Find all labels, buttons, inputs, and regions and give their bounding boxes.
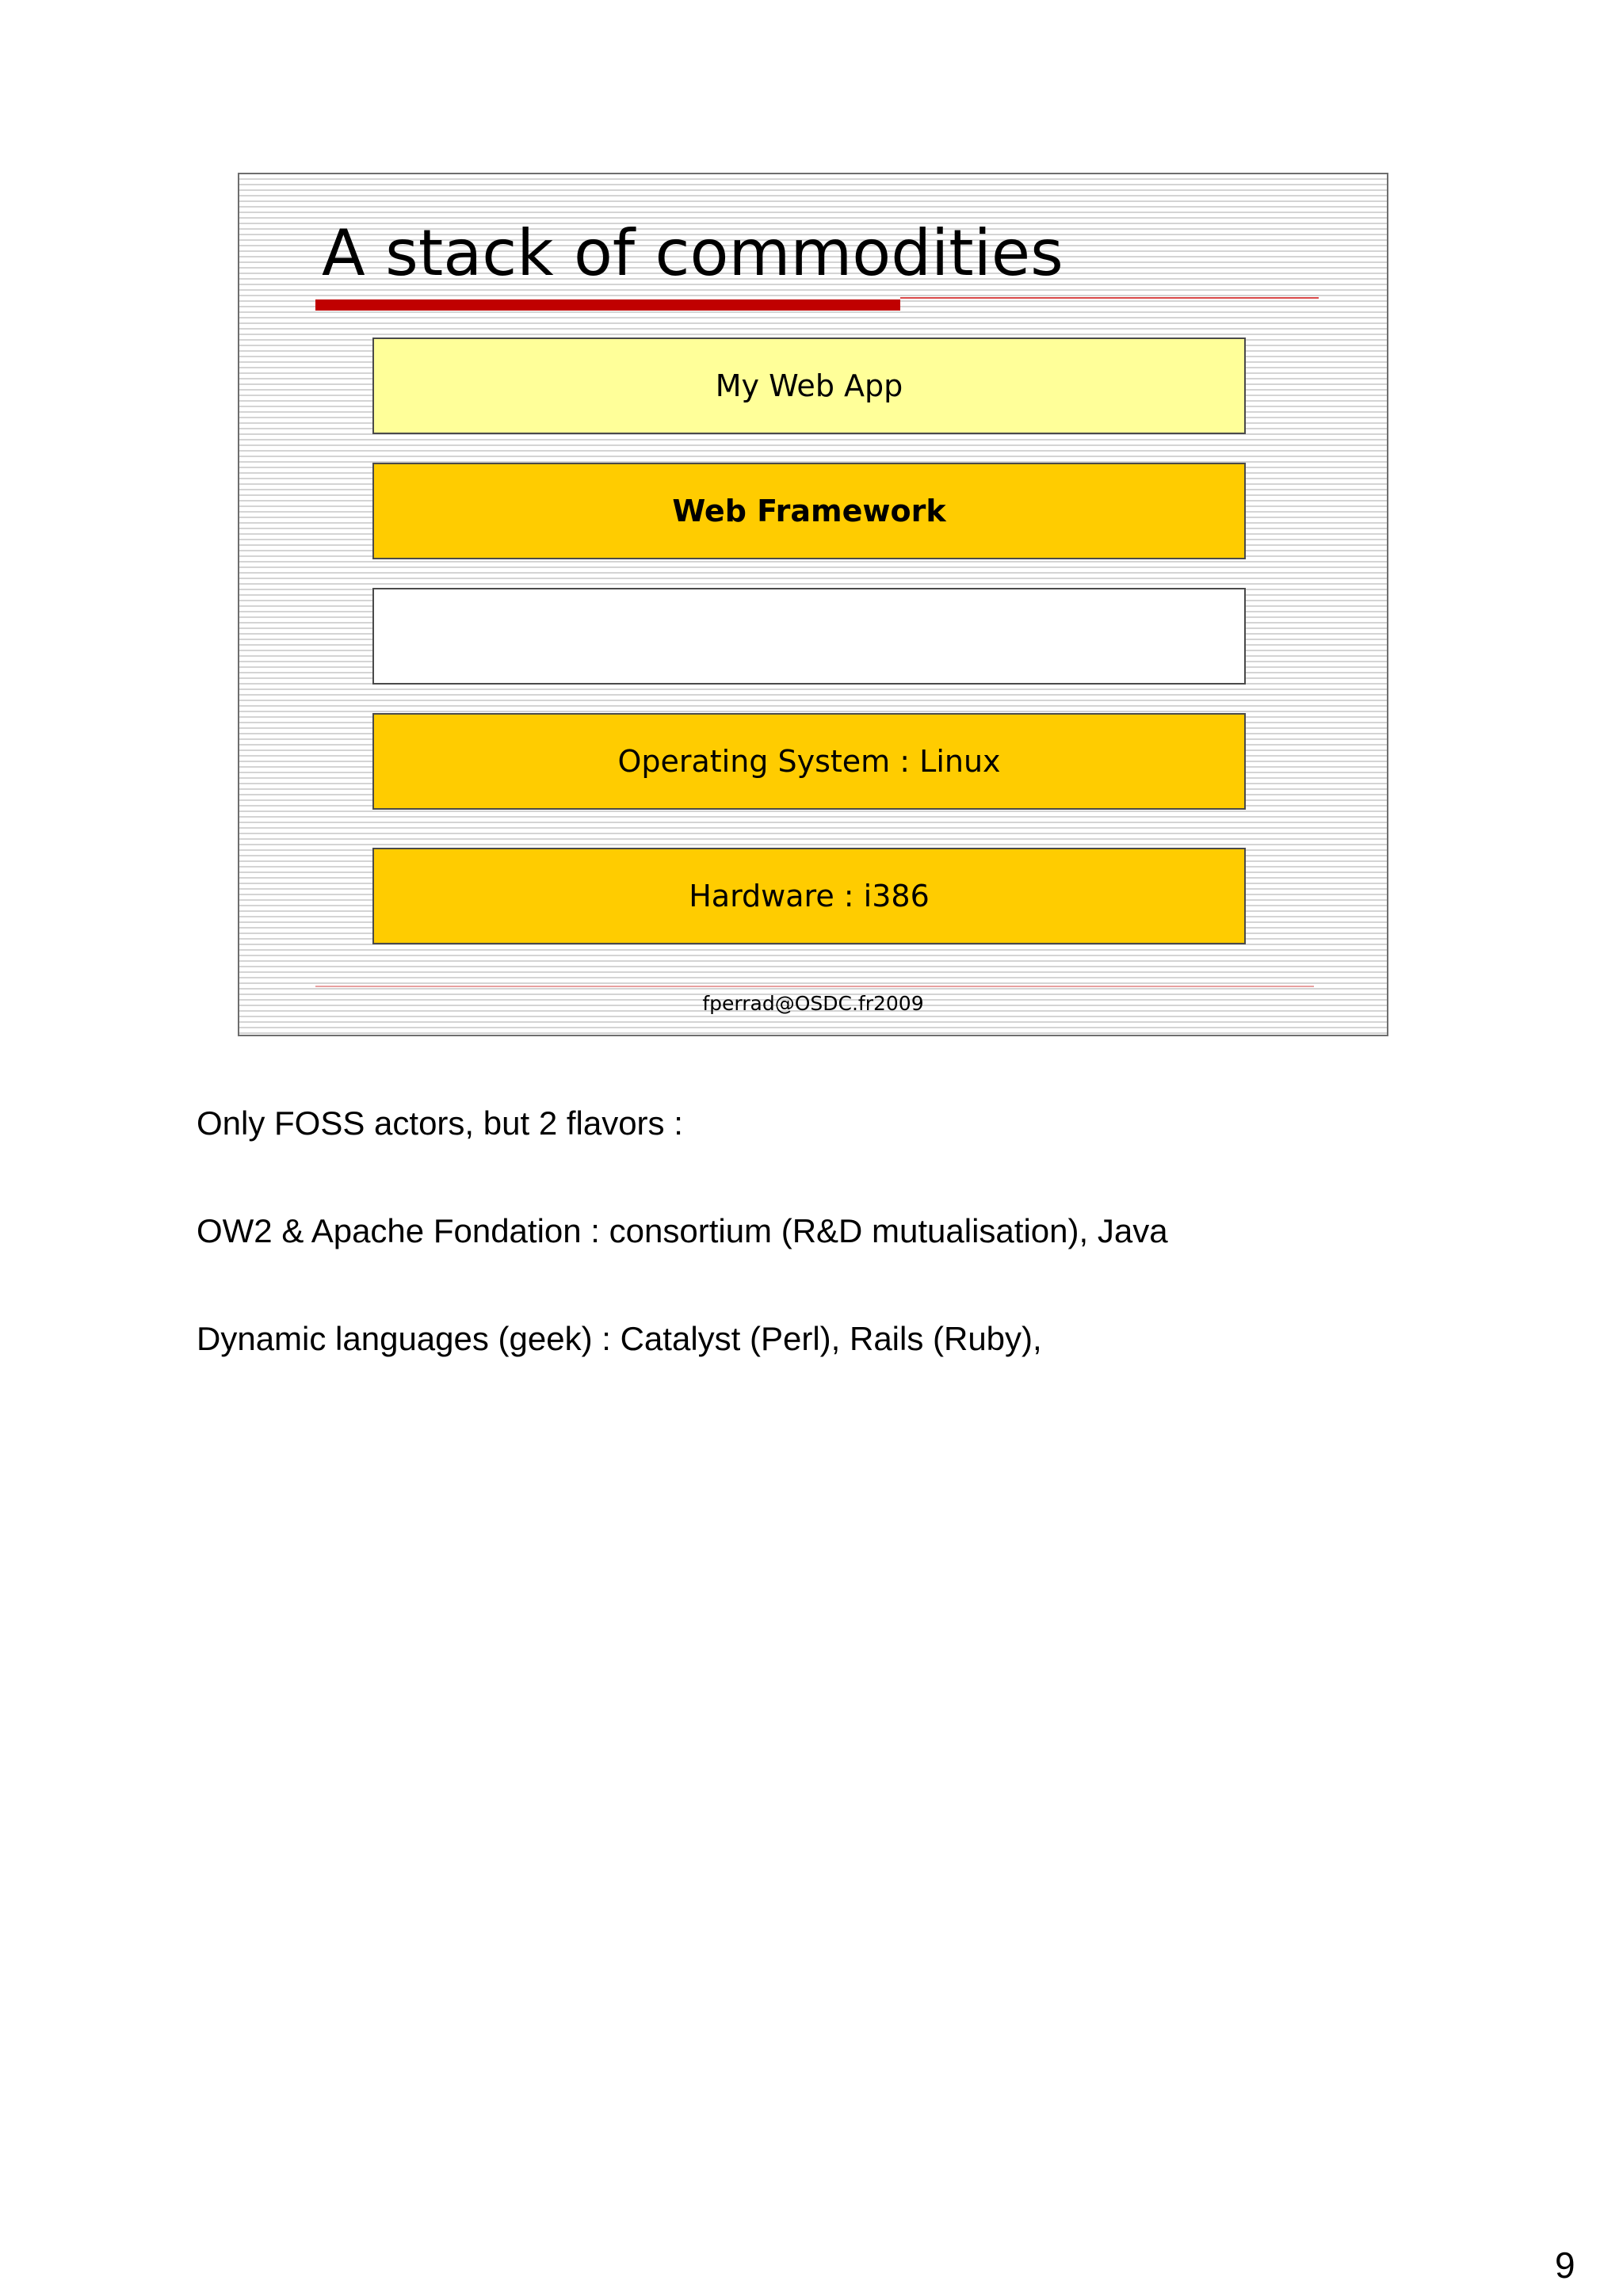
page-number: 9 [1555, 2245, 1575, 2286]
note-line-2: OW2 & Apache Fondation : consortium (R&D mutualisation), Java [197, 1212, 1168, 1249]
layer-web-app [372, 338, 1246, 434]
layer-label: Hardware : i386 [689, 879, 930, 913]
layer-hardware [372, 848, 1246, 944]
note-line-1: Only FOSS actors, but 2 flavors : [197, 1104, 683, 1142]
layer-label: My Web App [715, 368, 903, 403]
layer-operating-system [372, 713, 1246, 810]
title-underline-rule [900, 297, 1319, 299]
layer-empty [372, 588, 1246, 685]
note-line-3: Dynamic languages (geek) : Catalyst (Perl), Rails (Ruby), [197, 1320, 1042, 1357]
layer-label: Web Framework [672, 494, 946, 528]
layer-web-framework [372, 463, 1246, 559]
layer-label: Operating System : Linux [617, 744, 1001, 779]
slide-title: A stack of commodities [322, 216, 1064, 290]
slide-thumbnail [238, 173, 1388, 1036]
footer-rule [315, 986, 1314, 987]
title-underline-accent [315, 299, 900, 311]
slide-footer: fperrad@OSDC.fr2009 [702, 992, 924, 1015]
